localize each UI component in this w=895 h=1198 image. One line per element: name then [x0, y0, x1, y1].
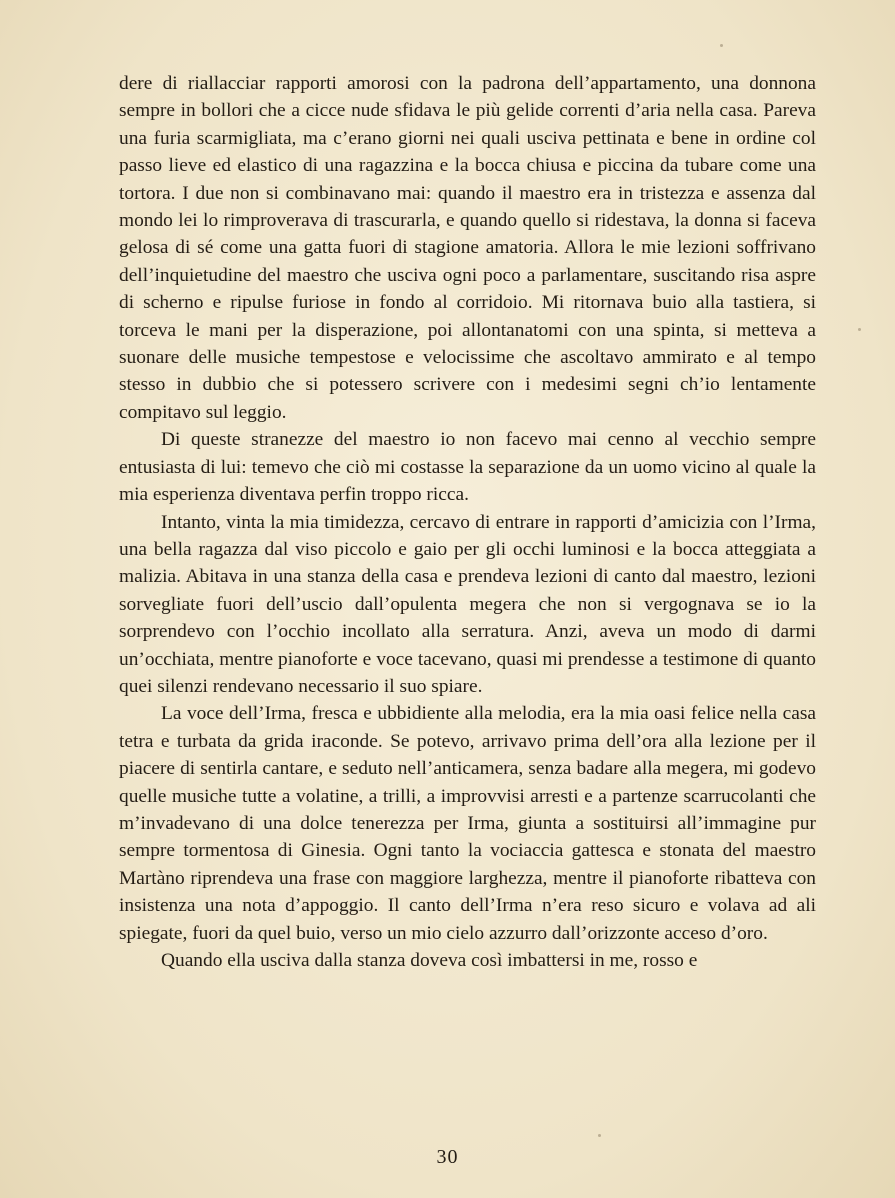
paragraph-3: Intanto, vinta la mia timidezza, cercavo di entrare in rapporti d’amicizia con l’Irma, una bella ragazza dal viso piccolo e gaio per gli occhi luminosi e la bocca atteggiata a malizia. Abitava in una stanza della casa e prendeva lezioni di canto dal maestro, lezioni sorvegliate fuori dell’uscio dall’opulenta megera che non si vergognava se io la sorprendevo con l’occhio incollato alla serratura. Anzi, aveva un modo di darmi un’occhiata, mentre pianoforte e voce tacevano, quasi mi prendesse a testimone di quanto quei silenzi rendevano necessario il suo spiare. [119, 511, 816, 697]
paper-speck [858, 328, 861, 331]
paper-speck [720, 44, 723, 47]
page-number: 30 [436, 1146, 459, 1168]
paper-speck [598, 1134, 601, 1137]
paragraph-2: Di queste stranezze del maestro io non facevo mai cenno al vecchio sempre entusiasta di lui: temevo che ciò mi costasse la separazione da un uomo vicino al quale la mia esperienza diventava perfin troppo ricca. [119, 429, 816, 506]
page-body-text [119, 70, 816, 974]
paragraph-5: Quando ella usciva dalla stanza doveva così imbattersi in me, rosso e [161, 950, 698, 971]
paragraph-1: dere di riallacciar rapporti amorosi con la padrona dell’appartamento, una donnona sempre in bollori che a cicce nude sfidava le più gelide correnti d’aria nella casa. Pareva una furia scarmigliata, ma c’erano giorni nei quali usciva pettinata e bene in ordine col passo lieve ed elastico di una ragazzina e la bocca chiusa e piccina da tubare come una tortora. I due non si combinavano mai: quando il maestro era in tristezza e assenza dal mondo lei lo rimproverava di trascurarla, e quando quello si ridestava, la donna si faceva gelosa di sé come una gatta fuori di stagione amatoria. Allora le mie lezioni soffrivano dell’inquietudine del maestro che usciva ogni poco a parlamentare, suscitando risa aspre di scherno e ripulse furiose in fondo al corridoio. Mi ritornava buio alla tastiera, si torceva le mani per la disperazione, poi allontanatomi con una spinta, si metteva a suonare delle musiche tempestose e velocissime che ascoltavo ammirato e al tempo stesso in dubbio che si potessero scrivere con i medesimi segni ch’io lentamente compitavo sul leggio. [119, 73, 816, 423]
paragraph-4: La voce dell’Irma, fresca e ubbidiente alla melodia, era la mia oasi felice nella casa tetra e turbata da grida iraconde. Se potevo, arrivavo prima dell’ora alla lezione per il piacere di sentirla cantare, e seduto nell’anticamera, senza badare alla megera, mi godevo quelle musiche tutte a volatine, a trilli, a improvvisi arresti e a partenze scarrucolanti che m’invadevano di una dolce tenerezza per Irma, giunta a sostituirsi all’immagine pur sempre tormentosa di Ginesia. Ogni tanto la vociaccia gattesca e stonata del maestro Martàno riprendeva una frase con maggiore larghezza, mentre il pianoforte ribatteva con insistenza una nota d’appoggio. Il canto dell’Irma n’era reso sicuro e volava ad ali spiegate, fuori da quel buio, verso un mio cielo azzurro dall’orizzonte acceso d’oro. [119, 703, 816, 944]
